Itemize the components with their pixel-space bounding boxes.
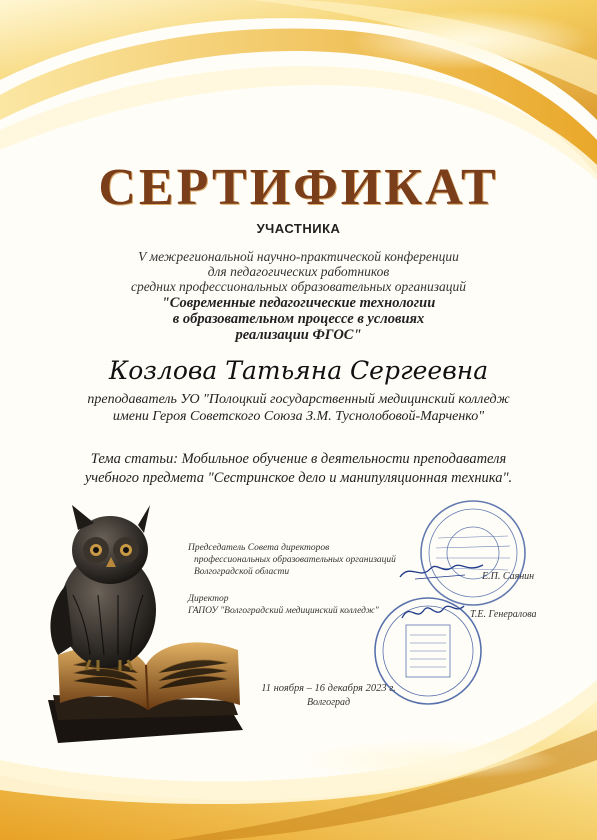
owl-on-book-icon	[28, 505, 253, 750]
chair-name: Е.П. Саянин	[482, 571, 535, 582]
conference-topic-line: в образовательном процессе в условиях	[172, 311, 425, 327]
event-city: Волгоград	[306, 697, 351, 708]
director-title-line: ГАПОУ "Волгоградский медицинский колледж"	[188, 606, 379, 616]
round-seal-stamp	[418, 498, 528, 608]
conference-topic-line: реализации ФГОС"	[235, 327, 362, 343]
conference-line: V межрегиональной научно-практической конференции	[138, 249, 459, 264]
chair-title-line: Председатель Совета директоров	[188, 543, 330, 553]
conference-line: средних профессиональных образовательных организаций	[131, 279, 466, 294]
chair-title-line: профессиональных образовательных организаций	[194, 555, 396, 565]
director-name: Т.Е. Генералова	[470, 609, 537, 620]
certificate-title: СЕРТИФИКАТ	[98, 159, 499, 216]
chair-title-line: Волгоградской области	[194, 567, 290, 577]
recipient-position-line: имени Героя Советского Союза З.М. Туснолобовой-Марченко"	[112, 409, 485, 424]
recipient-name: Козлова Татьяна Сергеевна	[108, 356, 489, 385]
director-title-line: Директор	[188, 594, 229, 604]
article-theme-line: Тема статьи: Мобильное обучение в деятельности преподавателя	[90, 451, 507, 467]
recipient-position-line: преподаватель УО "Полоцкий государственный медицинский колледж	[87, 392, 510, 407]
event-dates: 11 ноября – 16 декабря 2023 г.	[261, 683, 396, 694]
certificate-subtitle: УЧАСТНИКА	[256, 221, 341, 236]
conference-line: для педагогических работников	[207, 264, 390, 279]
article-theme-line: учебного предмета "Сестринское дело и манипуляционная техника".	[84, 470, 513, 486]
conference-topic-line: "Современные педагогические технологии	[161, 295, 436, 311]
